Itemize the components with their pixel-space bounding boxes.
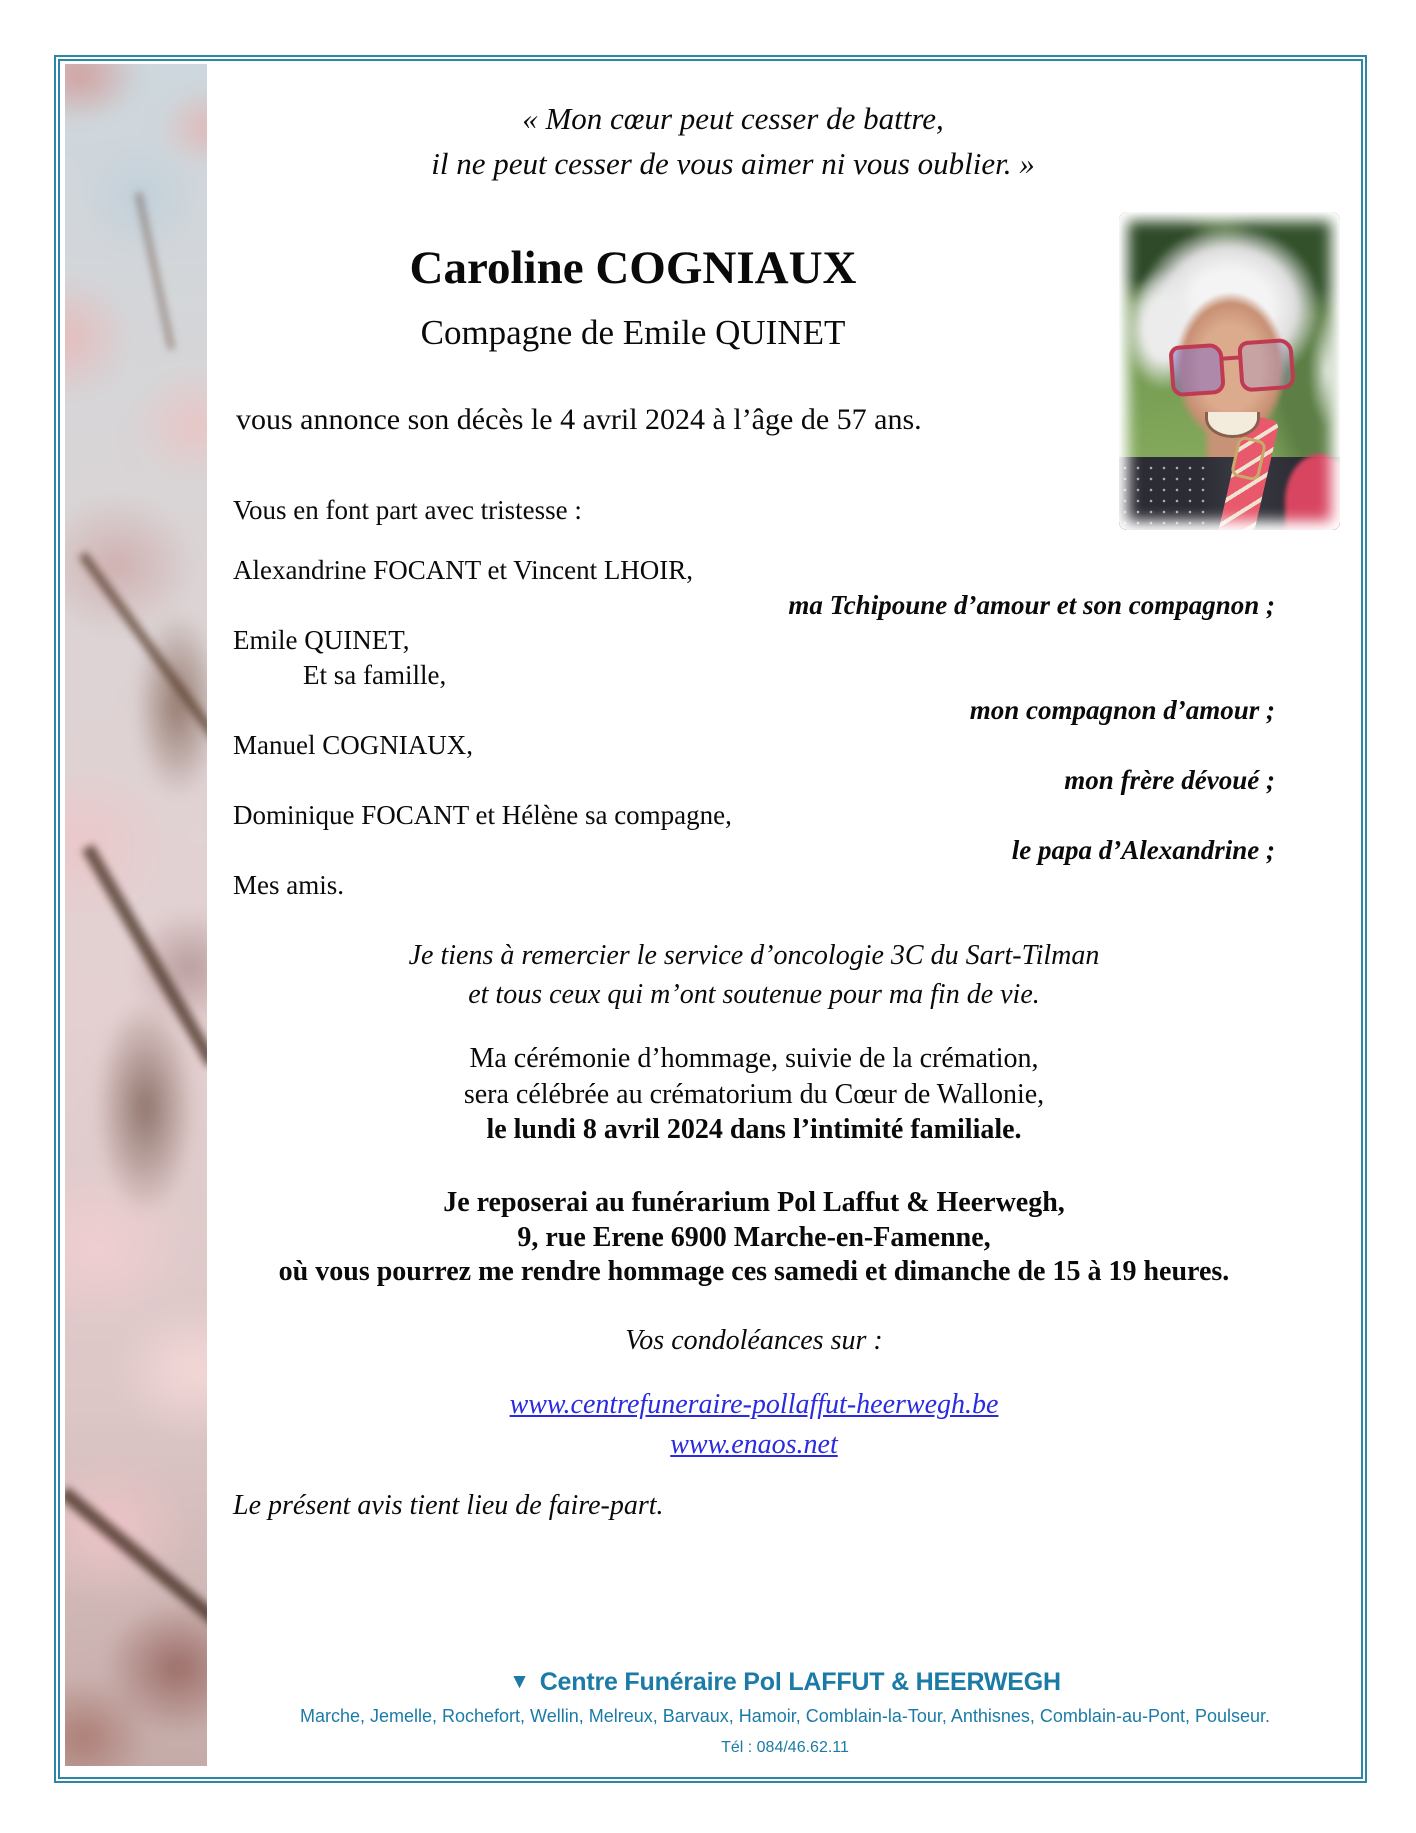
family-line: Alexandrine FOCANT et Vincent LHOIR,	[233, 555, 694, 585]
condolences-link-2-row	[233, 1428, 1275, 1462]
funeral-home-locations: Marche, Jemelle, Rochefort, Wellin, Melreux, Barvaux, Hamoir, Comblain-la-Tour, Anthisnes, Comblain-au-Pont, Poulseur.	[299, 1706, 1271, 1726]
condolences-link-1-row	[233, 1388, 1275, 1422]
thanks-line-1: Je tiens à remercier le service d’oncologie 3C du Sart-Tilman	[408, 940, 1100, 971]
family-relation-line: ma Tchipoune d’amour et son compagnon ;	[788, 590, 1275, 620]
family-relation-line: mon frère dévoué ;	[1064, 765, 1275, 795]
funeral-home-phone: Tél : 084/46.62.11	[721, 1739, 849, 1756]
enaos-website-link[interactable]: www.enaos.net	[670, 1429, 838, 1460]
opening-quote	[233, 96, 1233, 186]
funeral-home-website-link[interactable]: www.centrefuneraire-pollaffut-heerwegh.be	[509, 1389, 999, 1420]
thanks-line-2: et tous ceux qui m’ont soutenue pour ma fin de vie.	[468, 979, 1040, 1010]
deceased-name: Caroline COGNIAUX	[409, 242, 857, 294]
family-relation-line: le papa d’Alexandrine ;	[1011, 835, 1275, 865]
funeral-home-title	[207, 1667, 1363, 1698]
quote-line-1: « Mon cœur peut cesser de battre,	[522, 101, 944, 136]
funeral-home-name: Centre Funéraire Pol LAFFUT & HEERWEGH	[539, 1668, 1061, 1696]
family-line: Emile QUINET,	[233, 625, 410, 655]
family-line: Mes amis.	[233, 870, 344, 900]
ceremony-line-2: sera célébrée au crématorium du Cœur de Wallonie,	[463, 1079, 1045, 1110]
ceremony-line-1: Ma cérémonie d’hommage, suivie de la crémation,	[469, 1043, 1039, 1074]
family-line: Dominique FOCANT et Hélène sa compagne,	[233, 800, 732, 830]
condolences-label: Vos condoléances sur :	[625, 1325, 883, 1356]
family-relation-line: mon compagnon d’amour ;	[969, 695, 1275, 725]
deceased-portrait-photo	[1119, 212, 1340, 530]
cherry-blossom-strip-image	[65, 64, 207, 1766]
repose-visiting-hours-line: où vous pourrez me rendre hommage ces samedi et dimanche de 15 à 19 heures.	[278, 1256, 1230, 1287]
repose-address-line: 9, rue Erene 6900 Marche-en-Famenne,	[517, 1222, 991, 1253]
deceased-relation: Compagne de Emile QUINET	[420, 313, 846, 352]
ceremony-date-line: le lundi 8 avril 2024 dans l’intimité familiale.	[486, 1114, 1022, 1145]
portrait-soft-edge	[1119, 212, 1340, 530]
family-line: Manuel COGNIAUX,	[233, 730, 473, 760]
family-intro: Vous en font part avec tristesse :	[233, 495, 582, 525]
death-announcement-line: vous annonce son décès le 4 avril 2024 à l’âge de 57 ans.	[236, 403, 922, 436]
faire-part-notice: Le présent avis tient lieu de faire-part.	[233, 1490, 664, 1521]
quote-line-2: il ne peut cesser de vous aimer ni vous oublier. »	[431, 146, 1035, 181]
repose-line-1: Je reposerai au funérarium Pol Laffut & Heerwegh,	[443, 1187, 1065, 1218]
family-line-indented: Et sa famille,	[303, 660, 447, 690]
triangle-marker-icon: ▼	[509, 1670, 530, 1693]
